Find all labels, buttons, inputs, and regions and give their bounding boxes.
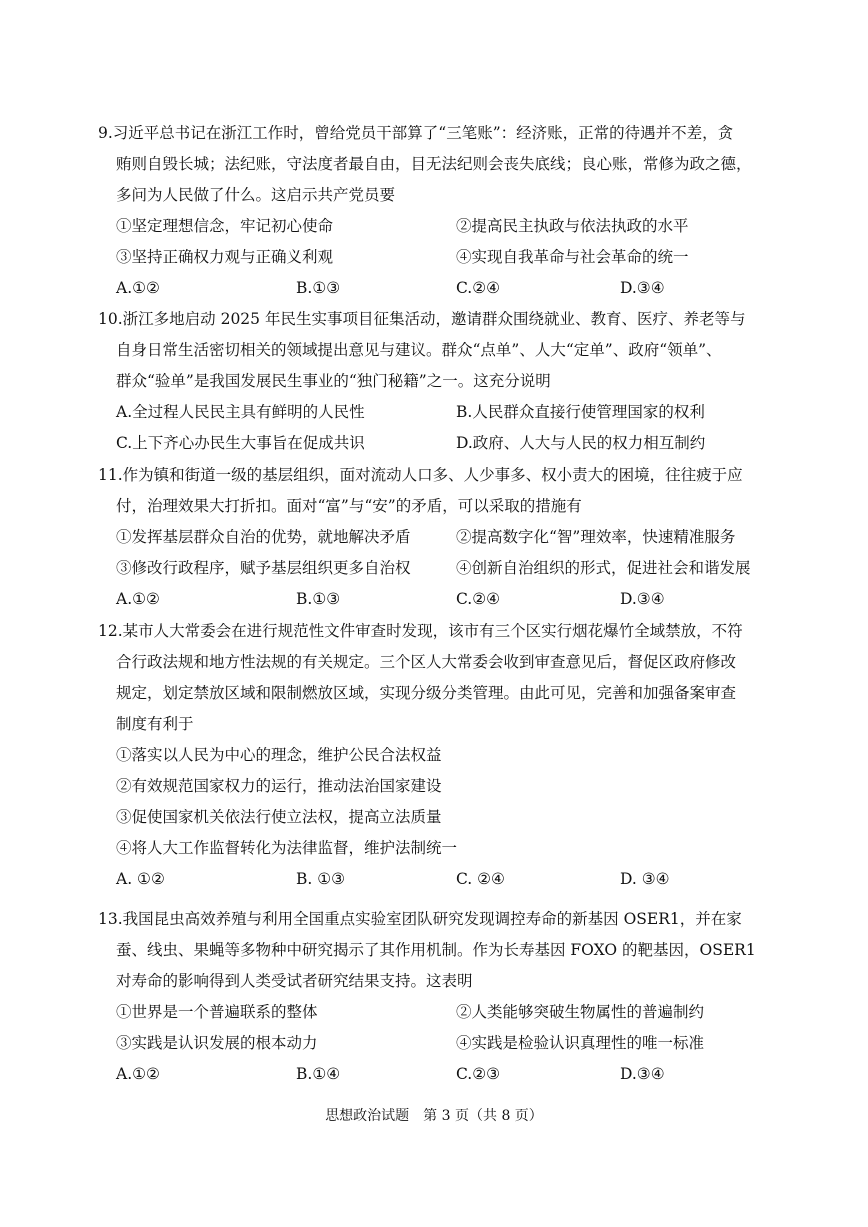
option-row [98,242,778,273]
option-2: ②人类能够突破生物属性的普遍制约 [456,1003,705,1021]
answer-a: A.①② [116,279,160,297]
option-2: ②提高数字化“智”理效率，快速精准服务 [456,528,736,546]
question-13 [98,904,778,1090]
option-3: ③坚持正确权力观与正确义利观 [116,248,334,266]
question-stem-line: 贿则自毁长城；法纪账，守法度者最自由，目无法纪则会丧失底线；良心账，常修为政之德， [116,155,752,173]
option-4: ④实现自我革命与社会革命的统一 [456,248,689,266]
option-row [98,1028,778,1059]
question-stem-line: 蚕、线虫、果蝇等多物种中研究揭示了其作用机制。作为长寿基因 FOXO 的靶基因，OSER1 [116,941,756,959]
question-12 [98,616,778,895]
answer-row [98,397,778,428]
option-row [98,553,778,584]
answer-b: B.人民群众直接行使管理国家的权利 [456,403,705,421]
answer-choices [98,1059,778,1090]
question-9 [98,118,778,304]
question-stem-line: 合行政法规和地方性法规的有关规定。三个区人大常委会收到审查意见后，督促区政府修改 [116,653,737,671]
question-11 [98,460,778,615]
answer-c: C.②④ [456,590,501,608]
answer-a: A.①② [116,1065,160,1083]
question-stem-line: 9.习近平总书记在浙江工作时，曾给党员干部算了“三笔账”：经济账，正常的待遇并不差，贪 [98,124,734,142]
option-4: ④创新自治组织的形式，促进社会和谐发展 [456,559,751,577]
option-3: ③促使国家机关依法行使立法权，提高立法质量 [116,808,442,826]
answer-d: D.政府、人大与人民的权力相互制约 [456,434,706,452]
option-row [98,997,778,1028]
question-stem-line: 10.浙江多地启动 2025 年民生实事项目征集活动，邀请群众围绕就业、教育、医疗、养老等与 [98,310,746,328]
option-1: ①世界是一个普遍联系的整体 [116,1003,318,1021]
question-stem-line: 对寿命的影响得到人类受试者研究结果支持。这表明 [116,972,473,990]
answer-choices [98,273,778,304]
question-stem-line: 13.我国昆虫高效养殖与利用全国重点实验室团队研究发现调控寿命的新基因 OSER1，并在家 [98,910,742,928]
option-1: ①发挥基层群众自治的优势，就地解决矛盾 [116,528,411,546]
answer-a: A.①② [116,590,160,608]
question-stem-line: 自身日常生活密切相关的领域提出意见与建议。群众“点单”、人大“定单”、政府“领单”、 [116,341,722,359]
answer-b: B.①③ [296,279,341,297]
answer-c: C. ②④ [456,870,505,888]
answer-d: D. ③④ [620,870,670,888]
answer-d: D.③④ [620,279,665,297]
option-row [98,211,778,242]
option-2: ②有效规范国家权力的运行，推动法治国家建设 [116,777,442,795]
answer-c: C.上下齐心办民生大事旨在促成共识 [116,434,365,452]
question-stem-line: 付，治理效果大打折扣。面对“富”与“安”的矛盾，可以采取的措施有 [116,497,582,515]
answer-c: C.②④ [456,279,501,297]
option-1: ①坚定理想信念，牢记初心使命 [116,217,334,235]
answer-d: D.③④ [620,1065,665,1083]
option-4: ④将人大工作监督转化为法律监督，维护法制统一 [116,839,458,857]
answer-b: B. ①③ [296,870,346,888]
answer-a: A.全过程人民民主具有鲜明的人民性 [116,403,365,421]
option-2: ②提高民主执政与依法执政的水平 [456,217,689,235]
answer-a: A. ①② [116,870,165,888]
question-stem-line: 群众“验单”是我国发展民生事业的“独门秘籍”之一。这充分说明 [116,372,551,390]
answer-b: B.①④ [296,1065,341,1083]
question-stem-line: 12.某市人大常委会在进行规范性文件审查时发现，该市有三个区实行烟花爆竹全域禁放，不符 [98,622,743,640]
page-footer: 思想政治试题 第 3 页（共 8 页） [325,1108,543,1124]
answer-choices [98,584,778,615]
question-stem-line: 11.作为镇和街道一级的基层组织，面对流动人口多、人少事多、权小责大的困境，往往疲于应 [98,466,743,484]
answer-c: C.②③ [456,1065,501,1083]
answer-choices [98,864,778,895]
option-1: ①落实以人民为中心的理念，维护公民合法权益 [116,746,442,764]
question-10 [98,304,778,459]
answer-d: D.③④ [620,590,665,608]
option-3: ③实践是认识发展的根本动力 [116,1034,318,1052]
answer-row [98,428,778,459]
question-stem-line: 多问为人民做了什么。这启示共产党员要 [116,186,396,204]
option-row [98,522,778,553]
question-stem-line: 规定，划定禁放区域和限制燃放区域，实现分级分类管理。由此可见，完善和加强备案审查 [116,684,737,702]
question-stem-line: 制度有利于 [116,715,194,733]
option-4: ④实践是检验认识真理性的唯一标准 [456,1034,705,1052]
option-3: ③修改行政程序，赋予基层组织更多自治权 [116,559,411,577]
answer-b: B.①③ [296,590,341,608]
